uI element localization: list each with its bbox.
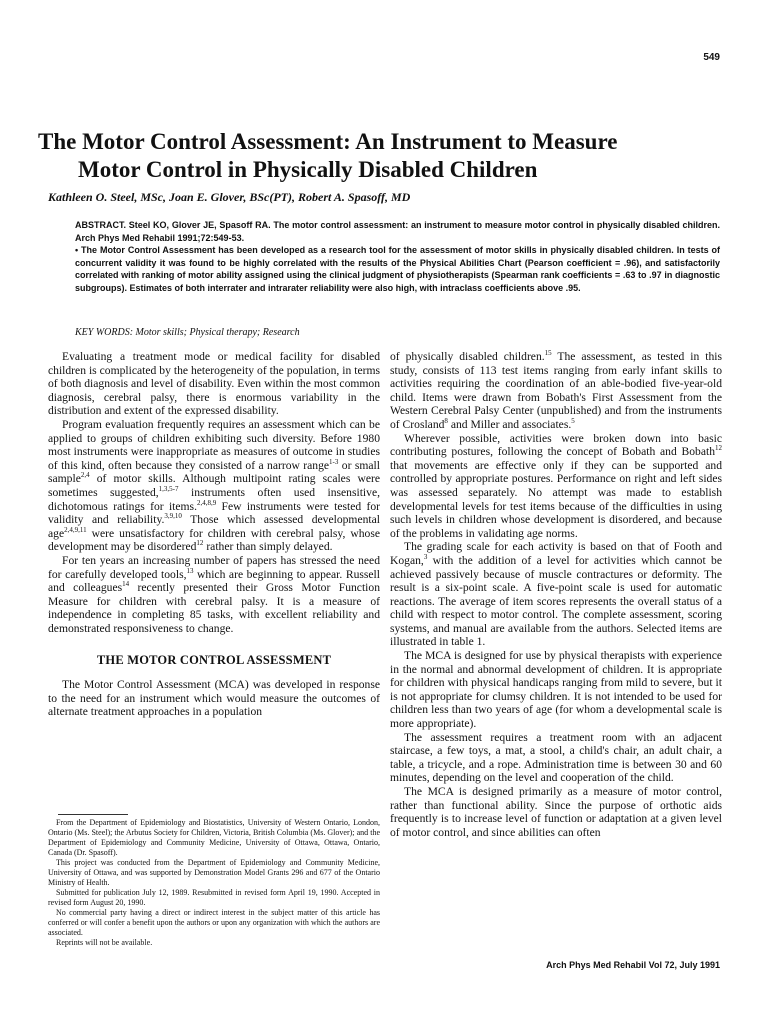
footnote: From the Department of Epidemiology and Biostatistics, University of Western Ontario, London, Ontario (Ms. Steel); the Arbutus Society for Children, Victoria, British Columbia (Ms. Glover); and the Department of Epidemiology and Community Medicine, University of Ottawa, Ottawa, Ontario, Canada (Dr. Spasoff). [48, 818, 380, 857]
article-title [38, 128, 738, 184]
paragraph: The grading scale for each activity is based on that of Footh and Kogan,$^3$ with the addition of a level for activities which cannot be achieved passively because of muscle contractures or deformity. The result is a six-point scale. A five-point scale is used for automatic reactions. The average of item scores represents the overall status of a child with respect to motor control. The complete assessment, scoring systems, and manual are available from the authors. Selected items are illustrated in table 1. [390, 540, 722, 649]
section-heading: THE MOTOR CONTROL ASSESSMENT [96, 653, 332, 668]
paragraph: Program evaluation frequently requires an assessment which can be applied to groups of children exhibiting such diversity. Before 1980 most instruments were inappropriate as measures of outcome in studies of this kind, often because they consisted of a narrow range$^{1-3}$ or small sample$^{2,4}$ of motor skills. Although multipoint rating scales were sometimes suggested,$^{1,3,5-7}$ instruments often used insensitive, dichotomous ratings for items.$^{2,4,8,9}$ Few instruments were tested for validity and reliability.$^{3,9,10}$ Those which assessed developmental age$^{2,4,9,11}$ were unsatisfactory for children with cerebral palsy, whose development may be disordered$^{12}$ rather than simply delayed. [48, 417, 380, 554]
paragraph: Evaluating a treatment mode or medical facility for disabled children is complicated by the heterogeneity of the population, in terms of both diagnosis and level of disability. Even within the most common diagnosis, cerebral palsy, there is enormous variability in the distribution and extent of the expressed disability. [48, 350, 380, 418]
footnotes [48, 818, 380, 948]
footnote: No commercial party having a direct or indirect interest in the subject matter of this article has conferred or will confer a benefit upon the authors or upon any organization with which the authors are associated. [48, 908, 380, 937]
footnote: This project was conducted from the Department of Epidemiology and Community Medicine, University of Ottawa, and was supported by Demonstration Model Grants 296 and 677 of the Ontario Ministry of Health. [48, 858, 380, 887]
journal-footer: Arch Phys Med Rehabil Vol 72, July 1991 [546, 960, 720, 970]
paragraph: The assessment requires a treatment room with an adjacent staircase, a few toys, a mat, a stool, a child's chair, an adult chair, a table, a tricycle, and a rope. Administration time is between 30 and 60 minutes, depending on the level and cooperation of the child. [390, 730, 722, 785]
paragraph: The Motor Control Assessment (MCA) was developed in response to the need for an instrument which would measure the outcomes of alternate treatment approaches in a population [48, 678, 380, 719]
author-list: Kathleen O. Steel, MSc, Joan E. Glover, BSc(PT), Robert A. Spasoff, MD [48, 190, 411, 204]
paragraph: of physically disabled children.$^{15}$ The assessment, as tested in this study, consists of 113 test items ranging from early infant skills to activities requiring the coordination of an able-bodied five-year-old child. Items were drawn from Bobath's First Assessment from the Western Cerebral Palsy Center (unpublished) and from the instruments of Crosland$^8$ and Miller and associates.$^5$ [390, 349, 722, 431]
title-line-1: The Motor Control Assessment: An Instrument to Measure [38, 129, 618, 154]
paragraph: Wherever possible, activities were broken down into basic contributing postures, following the concept of Bobath and Bobath$^{12}$ that movements are effective only if they can be supported and controlled by appropriate postures. Performance on right and left sides was assessed separately. No attempt was made to establish developmental levels for test items because of the difficulties in using such levels in children whose development is disordered, and because of the problems in validating age norms. [390, 431, 722, 540]
keywords: KEY WORDS: Motor skills; Physical therapy; Research [75, 327, 300, 338]
footnote: Reprints will not be available. [56, 938, 153, 947]
abstract [75, 219, 720, 294]
title-line-2: Motor Control in Physically Disabled Children [78, 157, 538, 182]
paragraph: The MCA is designed for use by physical therapists with experience in the normal and abnormal development of children. It is appropriate for children with physical handicaps ranging from mild to severe, but it is not appropriate for clumsy children. It is not intended to be used for children less than two years of age (for whom a developmental scale is more appropriate). [390, 649, 722, 731]
right-column [390, 350, 722, 839]
left-column [48, 350, 380, 719]
page-number: 549 [703, 52, 720, 63]
abstract-citation: ABSTRACT. Steel KO, Glover JE, Spasoff RA. The motor control assessment: an instrument to measure motor control in physically disabled children. Arch Phys Med Rehabil 1991;72:549-53. [75, 220, 720, 243]
paragraph: For ten years an increasing number of papers has stressed the need for carefully developed tools,$^{13}$ which are beginning to appear. Russell and colleagues$^{14}$ recently presented their Gross Motor Function Measure for children with cerebral palsy. It is a measure of independence in completing 85 tasks, with excellent reliability and demonstrated responsiveness to change. [48, 553, 380, 635]
abstract-body: • The Motor Control Assessment has been developed as a research tool for the assessment of motor skills in physically disabled children. In tests of concurrent validity it was found to be highly correlated with the results of the Physical Abilities Chart (Pearson coefficient = .96), and satisfactorily correlated with ranking of motor ability assigned using the clinical judgment of physiotherapists (Spearman rank coefficients = .63 to .97 in diagnostic subgroups). Estimates of both interrater and intrarater reliability were also high, with intraclass coefficients above .95. [75, 245, 720, 293]
footnote: Submitted for publication July 12, 1989. Resubmitted in revised form April 19, 1990. Accepted in revised form August 20, 1990. [48, 888, 380, 907]
footnote-divider [58, 814, 128, 815]
paragraph: The MCA is designed primarily as a measure of motor control, rather than functional ability. Since the purpose of orthotic aids frequently is to increase level of function or adaptation at a given level of motor control, and since abilities can often [390, 785, 722, 839]
